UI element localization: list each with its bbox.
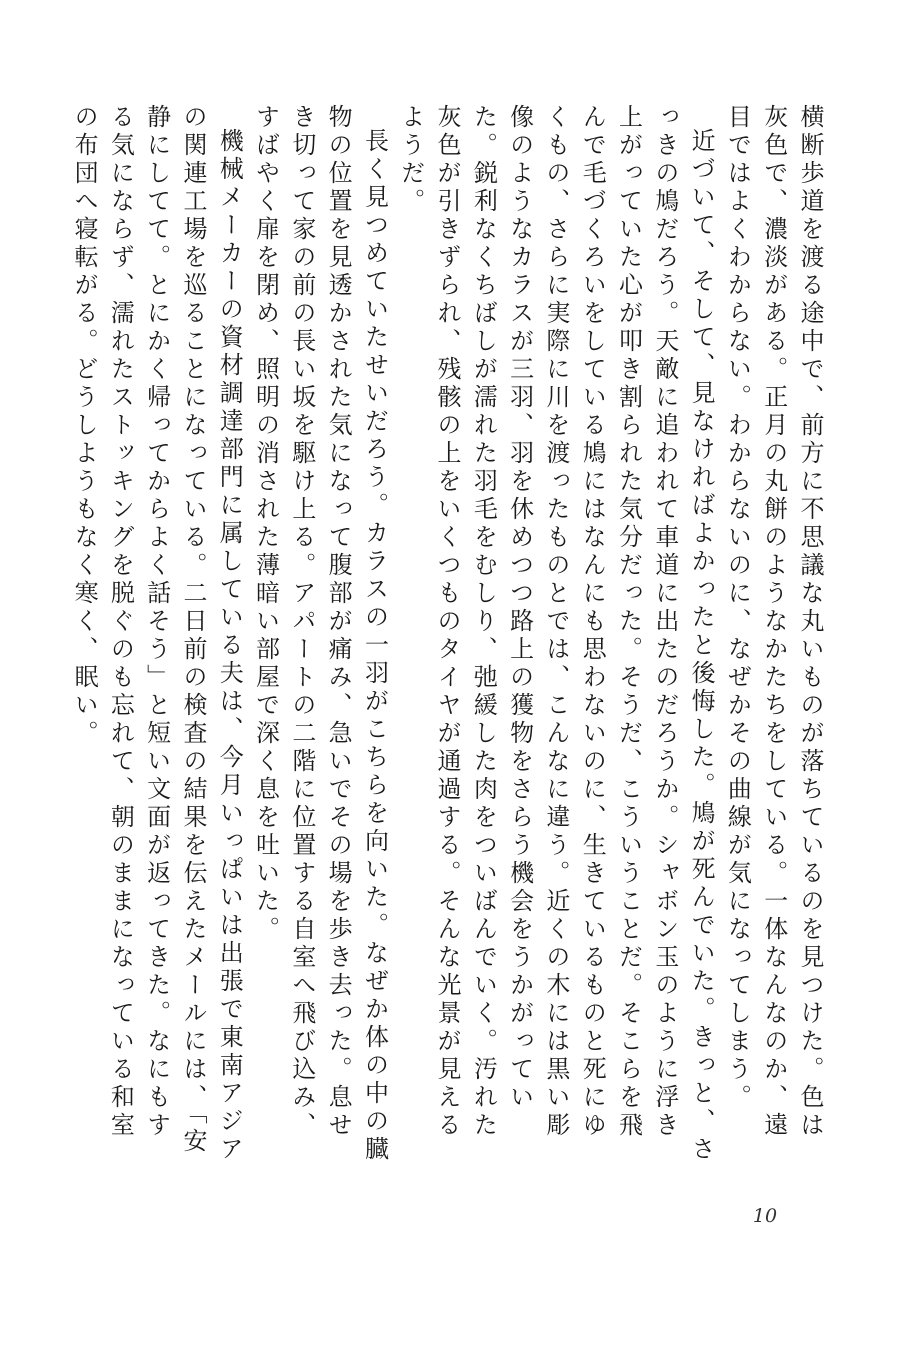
paragraph-1: 横断歩道を渡る途中で、前方に不思議な丸いものが落ちているのを見つけた。色は灰色で、濃淡がある。正月の丸餅のようなかたちをしている。一体なんなのか、遠目ではよくわからない。わからないのに、なぜかその曲線が気になってしまう。 xyxy=(723,104,824,1140)
page-number: 10 xyxy=(752,1205,778,1227)
vertical-text-body xyxy=(70,104,828,1164)
paragraph-3: 長く見つめていたせいだろう。カラスの一羽がこちらを向いた。なぜか体の中の臓物の位置を見透かされた気になって腹部が痛み、急いでその場を歩き去った。息せき切って家の前の長い坂を駆け上る。アパートの二階に位置する自室へ飛び込み、すばやく扉を閉め、照明の消された薄暗い部屋で深く息を吐いた。 xyxy=(251,104,389,1164)
paragraph-4: 機械メーカーの資材調達部門に属している夫は、今月いっぱいは出張で東南アジアの関連工場を巡ることになっている。二日前の検査の結果を伝えたメールには、「安静にしてて。とにかく帰ってからよく話そう」と短い文面が返ってきた。なにもする気にならず、濡れたストッキングを脱ぐのも忘れて、朝のままになっている和室の布団へ寝転がる。どうしようもなく寒く、眠い。 xyxy=(70,104,244,1164)
paragraph-2: 近づいて、そして、見なければよかったと後悔した。鳩が死んでいた。きっと、さっきの鳩だろう。天敵に追われて車道に出たのだろうか。シャボン玉のように浮き上がっていた心が叩き割られた気分だった。そうだ、こういうことだ。そこらを飛んで毛づくろいをしている鳩にはなんにも思わないのに、生きているものと死にゆくもの、さらに実際に川を渡ったものとでは、こんなに違う。近くの木には黒い彫像のようなカラスが三羽、羽を休めつつ路上の獲物をさらう機会をうかがっていた。鋭利なくちばしが濡れた羽毛をむしり、弛緩した肉をついばんでいく。汚れた灰色が引きずられ、残骸の上をいくつものタイヤが通過する。そんな光景が見えるようだ。 xyxy=(396,104,716,1164)
